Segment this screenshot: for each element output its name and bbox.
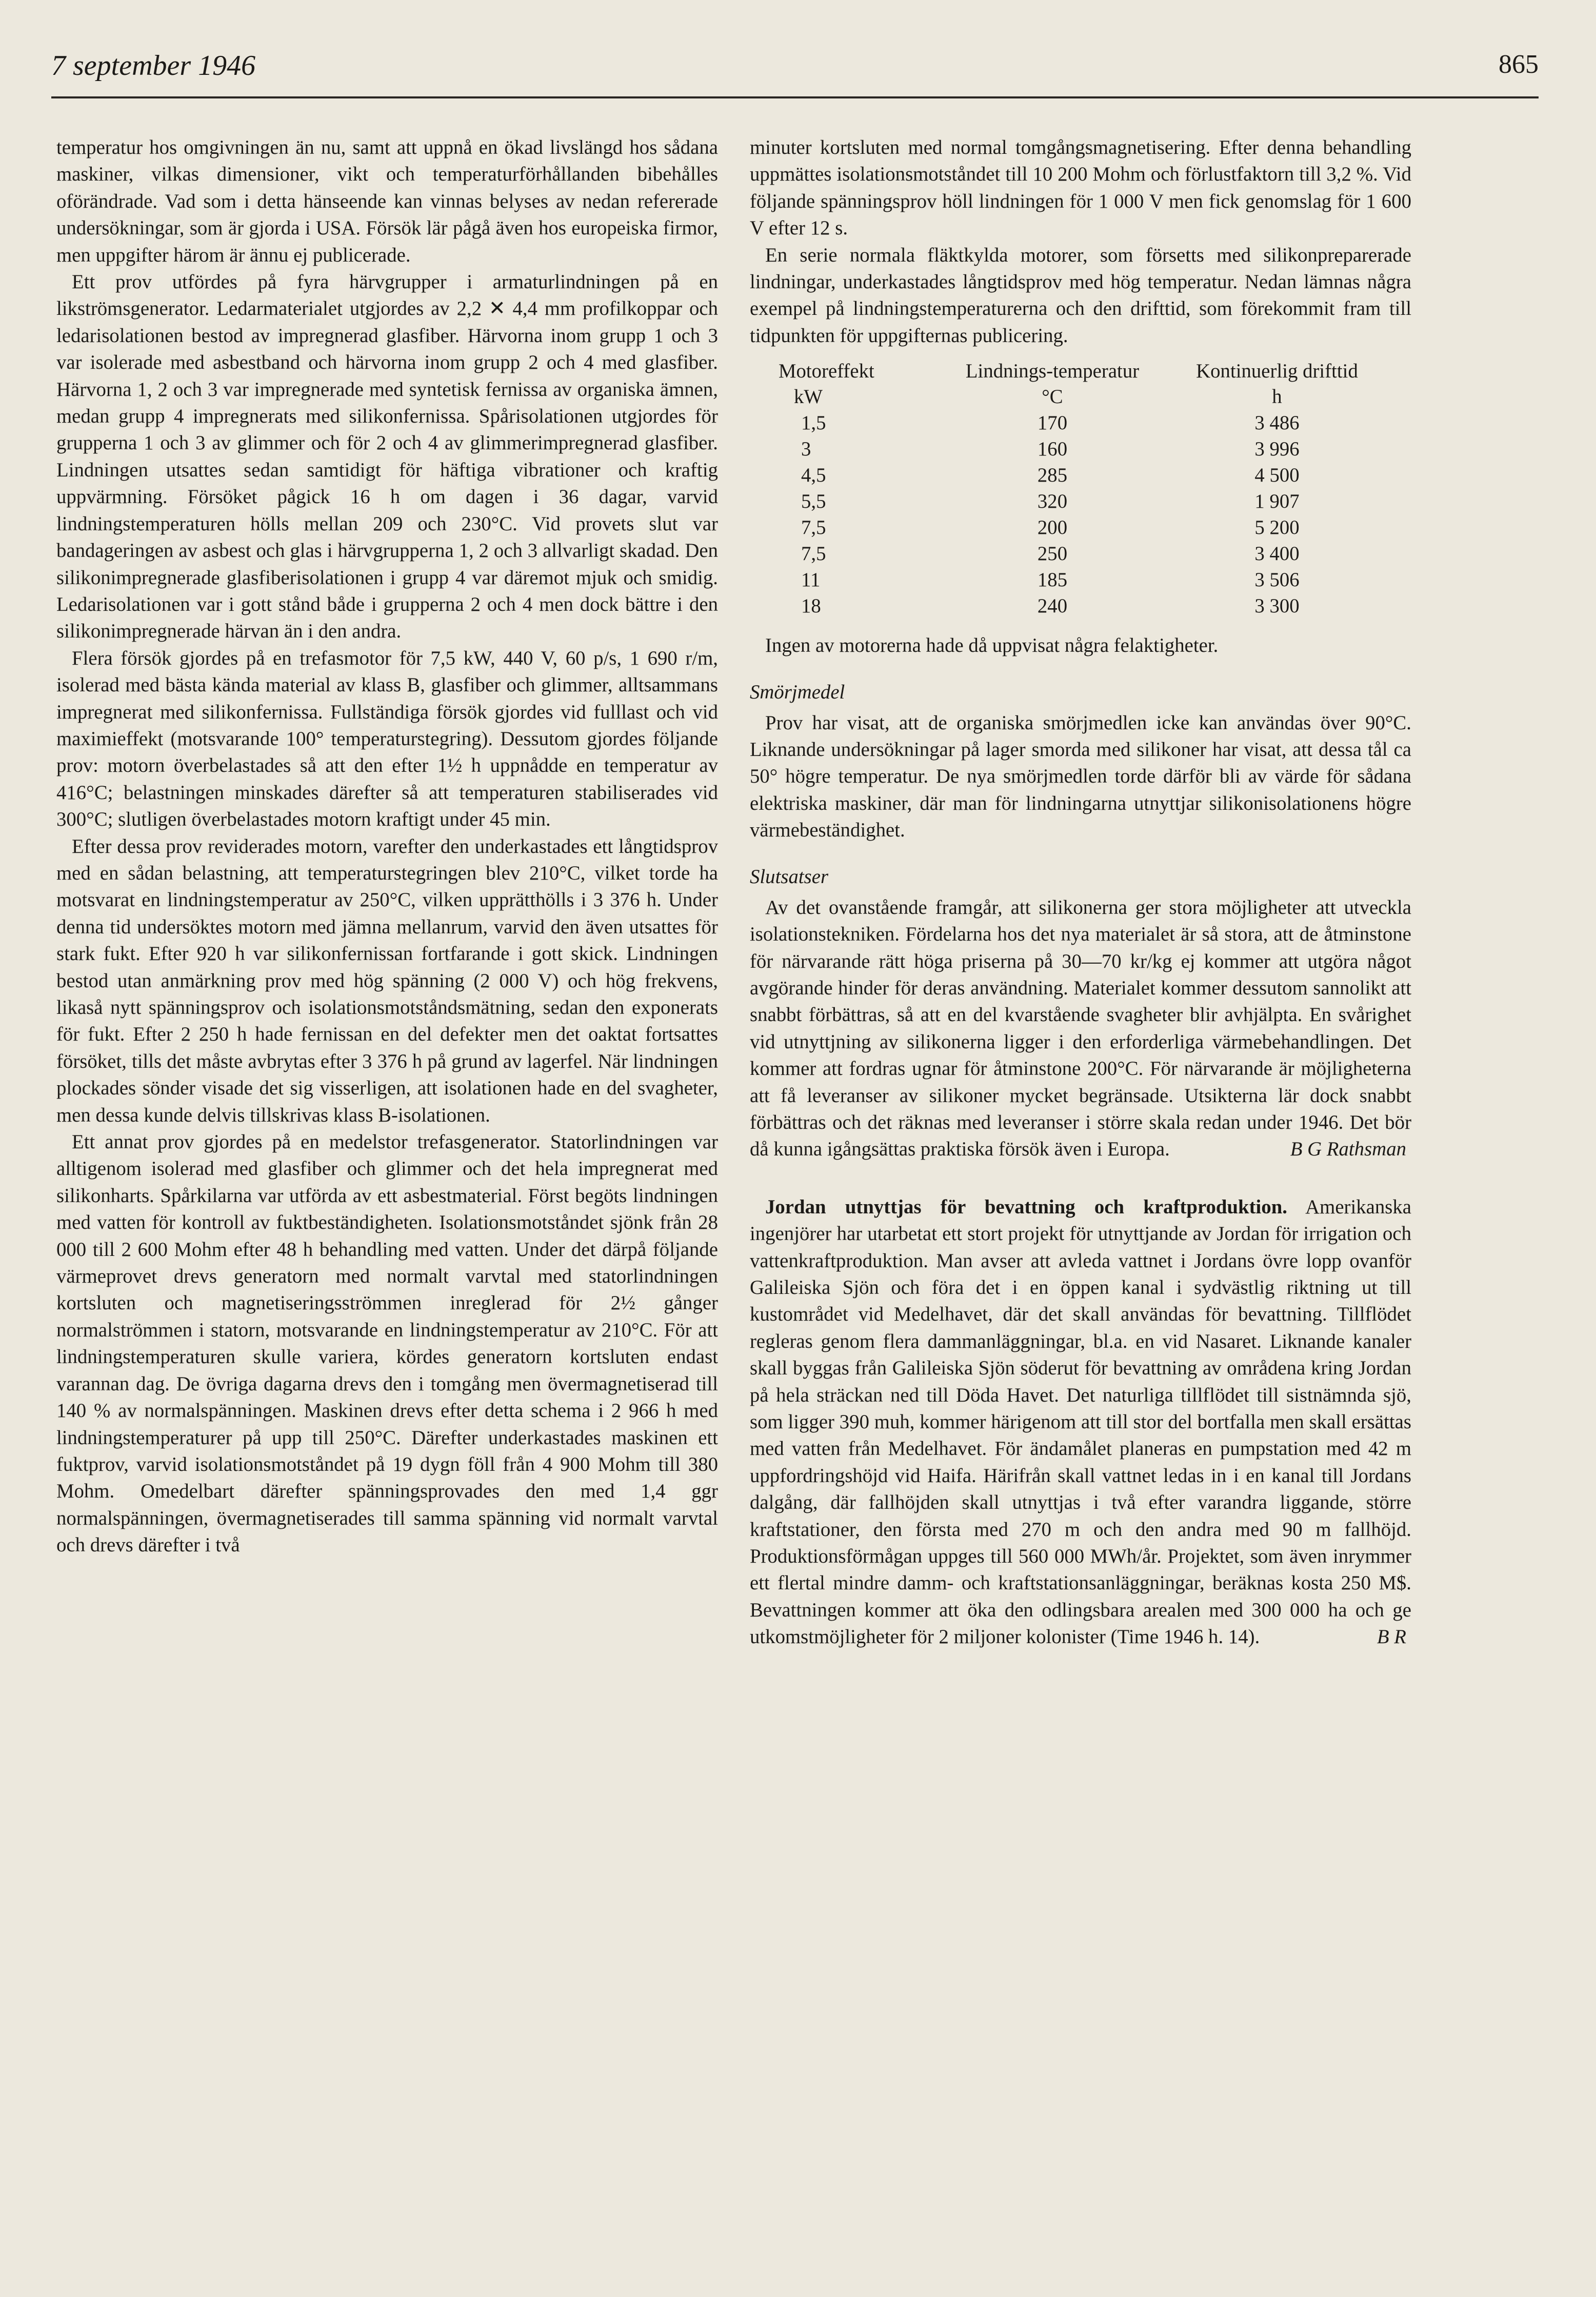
paragraph: En serie normala fläktkylda motorer, som försetts med silikonpreparerade lindningar, underkastades långtidsprov med hög temperatur. Nedan lämnas några exempel på lindningstemperaturerna och den drifttid, som förekommit fram till tidpunkten för uppgifternas publicering. xyxy=(750,244,1411,347)
column-header: Kontinuerlig drifttid xyxy=(1196,360,1358,383)
news-title: Jordan utnyttjas för bevattning och kraftproduktion. xyxy=(765,1195,1288,1218)
paragraph xyxy=(750,894,1411,1163)
paragraph: Efter dessa prov reviderades motorn, varefter den underkastades ett långtidsprov med en sådan belastning, att temperaturstegringen blev 210°C, vilket torde ha motsvarat en lindningstemperatur av 250°C, vilken upprätthölls i 3 376 h. Under denna tid undersöktes motorn med jämna mellanrum, varvid den även utsattes för stark fukt. Efter 920 h var silikonfernissan fortfarande i gott skick. Lindningen bestod utan anmärkning prov med hög spänning (2 000 V) och hög frekvens, likaså nytt spänningsprov och isolationsmotståndsmätning, sedan den exponerats för fukt. Efter 2 250 h hade fernissan en del defekter men det oaktat fortsattes försöket, tills det måste avbrytas efter 3 376 h på grund av lagerfel. När lindningen plockades sönder visade det sig visserligen, att isolationen hade en del svagheter, men dessa kunde delvis tillskrivas klass B-isolationen. xyxy=(56,835,718,1126)
table-cell: 3 400 xyxy=(1254,543,1300,565)
table-cell: 185 xyxy=(1037,569,1068,591)
table-cell: 7,5 xyxy=(801,516,826,539)
page-number: 865 xyxy=(1499,50,1539,79)
section-spacer xyxy=(750,1163,1411,1194)
table-row xyxy=(779,410,1409,436)
table-cell: 160 xyxy=(1037,438,1068,461)
table-row xyxy=(779,567,1409,593)
table-cell: 320 xyxy=(1037,490,1068,513)
page-header xyxy=(51,49,1539,101)
table-cell: 3 996 xyxy=(1254,438,1300,461)
news-text: Amerikanska ingenjörer har utarbetat ett stort projekt för utnyttjande av Jordan för irrigation och vattenkraftproduktion. Man avser att avleda vattnet i Jordans övre lopp ovanför Galileiska Sjön och föra det i en öppen kanal i sydvästlig riktning ut till kustområdet vid Medelhavet, där det skall användas för bevattning. Tillflödet regleras genom flera dammanläggningar, bl.a. en vid Nasaret. Liknande kanaler skall byggas från Galileiska Sjön söderut för bevattning av områdena kring Jordan på hela sträckan ned till Döda Havet. Det naturliga tillflödet till sistnämnda sjö, som ligger 390 muh, kommer härigenom att till stor del bortfalla men skall ersättas med vatten från Medelhavet. För ändamålet planeras en pumpstation med 42 m uppfordringshöjd vid Haifa. Härifrån skall vattnet ledas in i en kanal till Jordans dalgång, där fallhöjden skall utnyttjas i två efter varandra liggande, större kraftstationer, den första med 270 m och den andra med 90 m fallhöjd. Produktionsförmågan uppges till 560 000 MWh/år. Projektet, som även inrymmer ett flertal mindre damm- och kraftstationsanläggningar, beräknas kosta 250 M$. Bevattningen kommer att öka den odlingsbara arealen med 300 000 ha och ge utkomstmöjligheter för 2 miljoner kolonister (Time 1946 h. 14). xyxy=(750,1195,1411,1648)
table-row xyxy=(779,514,1409,541)
table-row xyxy=(779,593,1409,619)
unit-label: °C xyxy=(1042,386,1063,408)
table-cell: 240 xyxy=(1037,595,1068,617)
table-cell: 5 200 xyxy=(1254,516,1300,539)
table-cell: 7,5 xyxy=(801,543,826,565)
table-row xyxy=(779,462,1409,488)
table-cell: 4 500 xyxy=(1254,464,1300,487)
table-row xyxy=(779,436,1409,462)
section-heading-slutsatser: Slutsatser xyxy=(750,865,829,888)
paragraph: temperatur hos omgivningen än nu, samt att uppnå en ökad livslängd hos sådana maskiner, vilkas dimensioner, vikt och temperaturförhållanden bibehålles oförändrade. Vad som i detta hänseende kan vinnas belyses av nedan refererade undersökningar, som är gjorda i USA. Försök lär pågå även hos europeiska firmor, men uppgifter härom är ännu ej publicerade. xyxy=(56,136,718,266)
author-signature: B R xyxy=(1376,1626,1406,1648)
unit-label: h xyxy=(1272,386,1282,408)
table-cell: 3 300 xyxy=(1254,595,1300,617)
table-cell: 200 xyxy=(1037,516,1068,539)
paragraph: Flera försök gjordes på en trefasmotor för 7,5 kW, 440 V, 60 p/s, 1 690 r/m, isolerad med bästa kända material av klass B, glasfiber och glimmer, alltsammans impregnerat med silikonfernissa. Fullständiga försök gjordes vid fulllast och vid maximieffekt (motsvarande 100° temperaturstegring). Dessutom gjordes följande prov: motorn överbelastades så att den efter 1½ h uppnådde en temperatur av 416°C; belastningen minskades därefter så att temperaturen stabiliserades vid 300°C; slutligen överbelastades motorn kraftigt under 45 min. xyxy=(56,647,718,831)
table-cell: 4,5 xyxy=(801,464,826,487)
table-row xyxy=(779,541,1409,567)
issue-date: 7 september 1946 xyxy=(51,50,256,82)
table-cell: 3 506 xyxy=(1254,569,1300,591)
table-cell: 18 xyxy=(801,595,821,617)
table-unit-row xyxy=(779,384,1409,410)
paragraph: minuter kortsluten med normal tomgångsmagnetisering. Efter denna behandling uppmättes isolationsmotståndet till 10 200 Mohm och förlustfaktorn till 3,2 %. Vid följande spänningsprov höll lindningen för 1 000 V men fick genomslag för 1 600 V efter 12 s. xyxy=(750,136,1411,239)
right-column xyxy=(750,134,1411,1651)
table-header-row xyxy=(779,358,1409,384)
table-cell: 1,5 xyxy=(801,412,826,434)
table-cell: 285 xyxy=(1037,464,1068,487)
table-row xyxy=(779,488,1409,514)
table-cell: 3 xyxy=(801,438,811,461)
paragraph-text: Av det ovanstående framgår, att silikonerna ger stora möjligheter att utveckla isolationstekniken. Fördelarna hos det nya materialet är så stora, att de åtminstone för närvarande rätt höga priserna på 30—70 kr/kg ej kommer att utgöra något avgörande hinder för deras användning. Materialet kommer dessutom sannolikt att snabbt förbättras, så att en del kvarstående svagheter blir avhjälpta. En svårighet vid utnyttjning av silikonerna ligger i den erforderliga värmebehandlingen. Det kommer att fordras ugnar för åtminstone 200°C. För närvarande är möjligheterna att få leveranser av silikoner mycket begränsade. Utsikterna lär dock snabbt förbättras och det räknas med leveranser i större skala redan under 1946. Det bör då kunna igångsättas praktiska försök även i Europa. xyxy=(750,896,1411,1161)
paragraph: Ett prov utfördes på fyra härvgrupper i armaturlindningen på en likströmsgenerator. Ledarmaterialet utgjordes av 2,2 ✕ 4,4 mm profilkoppar och ledarisolationen bestod av impregnerad glasfiber. Härvorna inom grupp 1 och 3 var isolerade med asbestband och härvorna inom grupp 2 och 4 med glasfiber. Härvorna 1, 2 och 3 var impregnerade med syntetisk fernissa av organiska ämnen, medan grupp 4 impregnerats med silikonfernissa. Spårisolationen utgjordes för grupperna 1 och 3 av glimmer och för 2 och 4 av glimmerimpregnerad glasfiber. Lindningen utsattes sedan samtidigt för häftiga vibrationer och kraftig uppvärmning. Försöket pågick 16 h om dagen i 36 dagar, varvid lindningstemperaturen hölls mellan 209 och 230°C. Vid provets slut var bandageringen av asbest och glas i härvgrupperna 1, 2 och 3 allvarligt skadad. Den silikonimpregnerade glasfiberisolationen i grupp 4 var däremot mjuk och smidig. Ledarisolationen var i gott stånd både i grupperna 2 och 4 men dock bättre i den silikonimpregnerade härvan än i den andra. xyxy=(56,271,718,643)
paragraph: Ingen av motorerna hade då uppvisat några felaktigheter. xyxy=(765,634,1219,657)
news-item-jordan xyxy=(750,1194,1411,1651)
column-header: Lindnings-temperatur xyxy=(965,360,1140,383)
table-cell: 170 xyxy=(1037,412,1068,434)
author-signature: B G Rathsman xyxy=(1290,1138,1406,1161)
motor-test-table xyxy=(779,358,1409,619)
table-cell: 250 xyxy=(1037,543,1068,565)
table-cell: 5,5 xyxy=(801,490,826,513)
table-cell: 11 xyxy=(801,569,821,591)
section-heading-smorjmedel: Smörjmedel xyxy=(750,681,845,703)
table-cell: 3 486 xyxy=(1254,412,1300,434)
table-cell: 1 907 xyxy=(1254,490,1300,513)
column-header: Motoreffekt xyxy=(779,360,874,383)
header-rule xyxy=(51,96,1539,98)
paragraph: Prov har visat, att de organiska smörjmedlen icke kan användas över 90°C. Liknande undersökningar på lager smorda med silikoner har visat, att dessa tål ca 50° högre temperatur. De nya smörjmedlen torde därför bli av värde för sådana elektriska maskiner, där man för lindningarna utnyttjar silikonisolationens högre värmebeständighet. xyxy=(750,711,1411,842)
paragraph: Ett annat prov gjordes på en medelstor trefasgenerator. Statorlindningen var alltigenom isolerad med glasfiber och glimmer och det hela impregnerat med silikonharts. Spårkilarna var utförda av ett asbestmaterial. Först begöts lindningen med vatten för kontroll av fuktbeständigheten. Isolationsmotståndet sjönk från 28 000 till 2 600 Mohm efter 48 h behandling med vatten. Under det därpå följande värmeprovet drevs generatorn med normalt varvtal med statorlindningen kortsluten och magnetiseringsströmmen inreglerad för 2½ gånger normalströmmen i statorn, motsvarande en lindningstemperatur av 210°C. För att lindningstemperaturen skulle variera, kördes generatorn kortsluten endast varannan dag. De övriga dagarna drevs den i tomgång men övermagnetiserad till 140 % av normalspänningen. Maskinen drevs efter detta schema i 2 966 h med lindningstemperaturer på upp till 250°C. Därefter underkastades maskinen ett fuktprov, varvid isolationsmotståndet på 19 dygn föll från 4 900 Mohm till 380 Mohm. Omedelbart därefter spänningsprovades den med 1,4 ggr normalspänningen, övermagnetiserades till samma spänning vid normalt varvtal och drevs därefter i två xyxy=(56,1131,718,1556)
unit-label: kW xyxy=(794,386,823,408)
left-column xyxy=(56,134,718,1559)
